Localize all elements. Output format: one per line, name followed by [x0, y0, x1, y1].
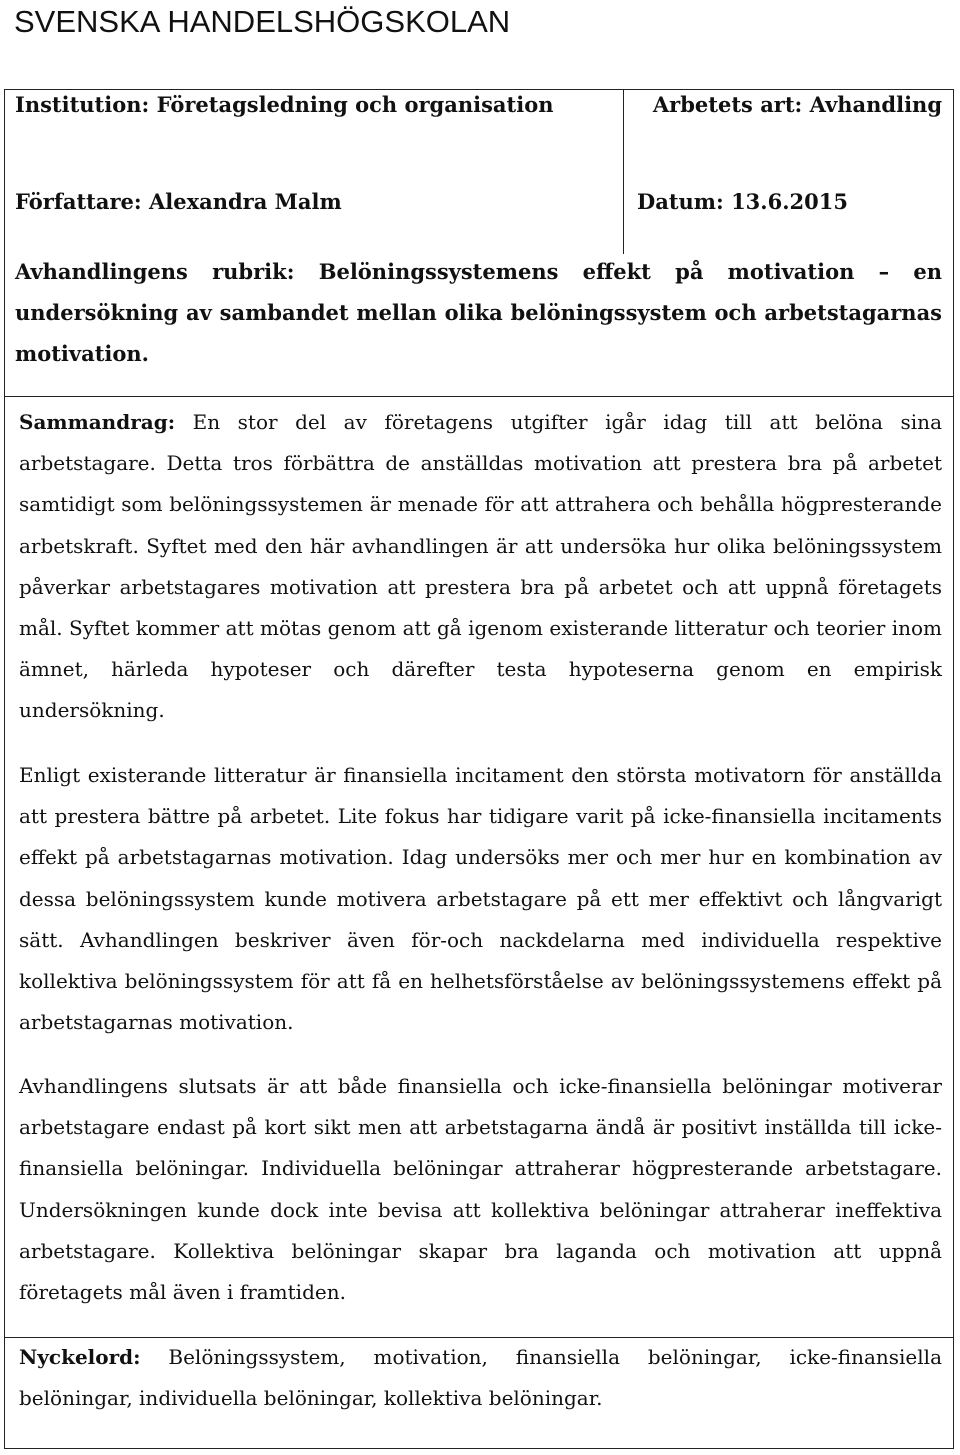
work-type-field: Arbetets art: Avhandling: [652, 92, 942, 117]
keywords-text: Belöningssystem, motivation, finansiella belöningar, icke-finansiella belöningar, individuella belöningar, kollektiva belöningar.: [19, 1345, 942, 1411]
keywords-label: Nyckelord:: [19, 1345, 141, 1369]
body-paragraph-2: Enligt existerande litteratur är finansiella incitament den största motivatorn för anställda att prestera bättre på arbetet. Lite fokus har tidigare varit på icke-finansiella incitaments effekt på arbetstagarnas motivation. Idag undersöks mer och mer hur en kombination av dessa belöningssystem kunde motivera arbetstagare på ett mer effektivt och långvarigt sätt. Avhandlingen beskriver även för-och nackdelarna med individuella respektive kollektiva belöningssystem för att få en helhetsförståelse av belöningssystemens effekt på arbetstagarnas motivation.: [19, 763, 942, 1035]
thesis-title: Avhandlingens rubrik: Belöningssystemens effekt på motivation – en undersökning av sambandet mellan olika belöningssystem och arbetstagarnas motivation.: [15, 259, 942, 367]
body-paragraph-3: Avhandlingens slutsats är att både finansiella och icke-finansiella belöningar motiverar arbetstagare endast på kort sikt men att arbetstagarna ändå är positivt inställda till icke-finansiella belöningar. Individuella belöningar attraherar högpresterande arbetstagare. Undersökningen kunde dock inte bevisa att kollektiva belöningar attraherar ineffektiva arbetstagare. Kollektiva belöningar skapar bra laganda och motivation att uppnå företagets mål även i framtiden.: [19, 1074, 942, 1305]
summary-label: Sammandrag:: [19, 410, 176, 434]
institution-field: Institution: Företagsledning och organisation: [15, 92, 554, 117]
summary-text: En stor del av företagens utgifter igår idag till att belöna sina arbetstagare. Detta tros förbättra de anställdas motivation att prestera bra på arbetet samtidigt som belöningssystemen är menade för att attrahera och behålla högpresterande arbetskraft. Syftet med den här avhandlingen är att undersöka hur olika belöningssystem påverkar arbetstagares motivation att prestera bra på arbetet och att uppnå företagets mål. Syftet kommer att mötas genom att gå igenom existerande litteratur och teorier inom ämnet, härleda hypoteser och därefter testa hypoteserna genom en empirisk undersökning.: [19, 410, 942, 723]
author-field: Författare: Alexandra Malm: [15, 189, 342, 214]
date-field: Datum: 13.6.2015: [637, 189, 848, 214]
row-divider-title: [4, 396, 954, 397]
school-name: SVENSKA HANDELSHÖGSKOLAN: [14, 4, 511, 39]
summary-paragraph: [19, 402, 942, 732]
keywords-paragraph: [19, 1337, 942, 1419]
column-divider: [623, 89, 624, 254]
